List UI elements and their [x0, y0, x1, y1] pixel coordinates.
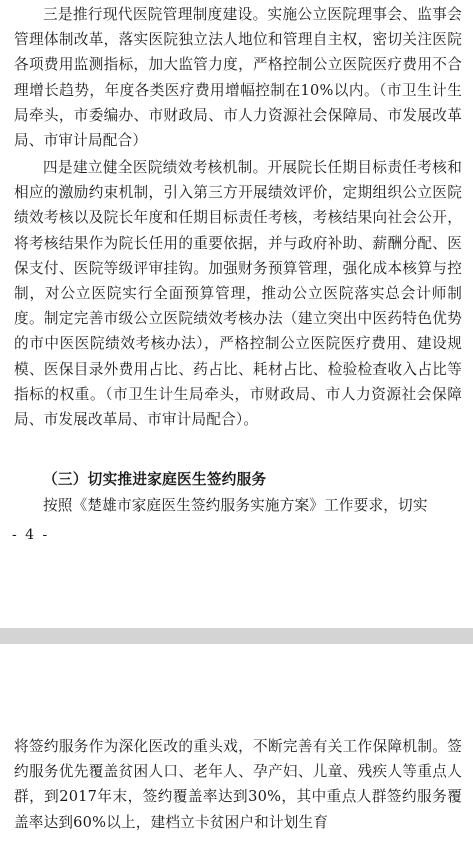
paragraph-family-doctor-continued: 将签约服务作为深化医改的重头戏，不断完善有关工作保障机制。签约服务优先覆盖贫困人口、老年人、孕产妇、儿童、残疾人等重点人群，到2017年末，签约覆盖率达到30%，其中重点人群签约服务覆盖率达到60%以上，建档立卡贫困户和计划生育 [14, 738, 462, 831]
page-separator [0, 628, 473, 644]
paragraph-modern-hospital-management: 三是推行现代医院管理制度建设。实施公立医院理事会、监事会管理体制改革，落实医院独立法人地位和管理自主权，密切关注医院各项费用监测指标，加大监管力度，严格控制公立医院医疗费用不合理增长趋势，年度各类医疗费用增幅控制在10%以内。（市卫生计生局牵头，市委编办、市财政局、市人力资源社会保障局、市发展改革局、市审计局配合） [14, 6, 462, 150]
section-heading-family-doctor: （三）切实推进家庭医生签约服务 [43, 471, 267, 488]
document-page-5 [0, 644, 473, 845]
paragraph-family-doctor-intro: 按照《楚雄市家庭医生签约服务实施方案》工作要求，切实 [43, 497, 428, 514]
paragraph-hospital-performance-assessment: 四是建立健全医院绩效考核机制。开展院长任期目标责任考核和相应的激励约束机制，引入第三方开展绩效评价，定期组织公立医院绩效考核以及院长年度和任期目标责任考核，考核结果向社会公开，将考核结果作为院长任用的重要依据，并与政府补助、薪酬分配、医保支付、医院等级评审挂钩。加强财务预算管理，强化成本核算与控制，对公立医院实行全面预算管理，推动公立医院落实总会计师制度。制定完善市级公立医院绩效考核办法（建立突出中医药特色优势的市中医医院绩效考核办法），严格控制公立医院医疗费用、建设规模、医保目录外费用占比、药占比、耗材占比、检验检查收入占比等指标的权重。（市卫生计生局牵头，市财政局、市人力资源社会保障局、市发展改革局、市审计局配合）。 [14, 159, 462, 429]
page-number: - 4 - [12, 527, 50, 543]
